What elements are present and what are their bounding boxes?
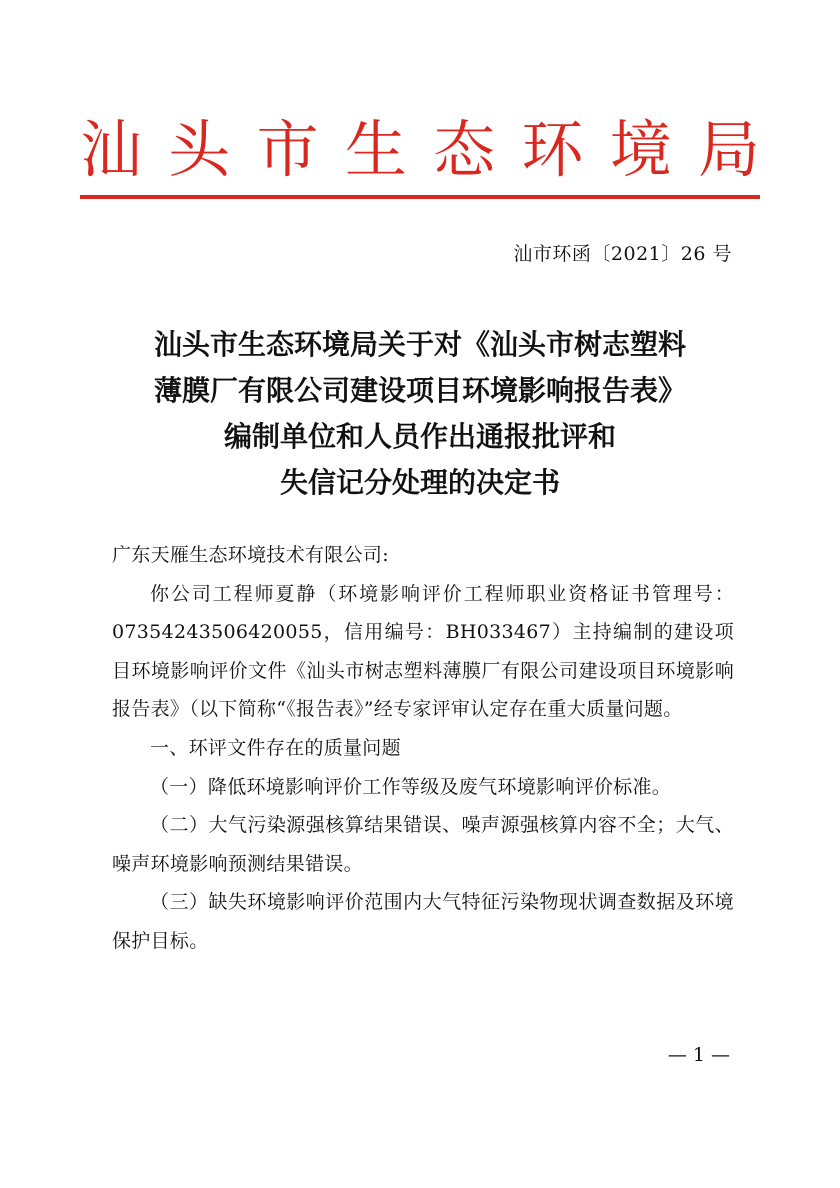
agency-header-char: 环: [521, 113, 584, 186]
body-paragraph: 你公司工程师夏静（环境影响评价工程师职业资格证书管理号：07354243506420055，信用编号：BH033467）主持编制的建设项目环境影响评价文件《汕头市树志塑料薄膜厂有限公司建设项目环境影响报告表》（以下简称“《报告表》”经专家评审认定存在重大质量问题。: [112, 582, 734, 721]
title-line: 汕头市生态环境局关于对《汕头市树志塑料: [153, 328, 686, 361]
title-line: 失信记分处理的决定书: [279, 466, 560, 499]
body-paragraph: （二）大气污染源强核算结果错误、噪声源强核算内容不全；大气、噪声环境影响预测结果错误。: [112, 814, 734, 875]
document-body: [112, 536, 734, 961]
header-divider: [80, 195, 760, 199]
body-paragraph: （三）缺失环境影响评价范围内大气特征污染物现状调查数据及环境保护目标。: [112, 891, 734, 952]
agency-header: [80, 112, 760, 188]
agency-header-char: 汕: [80, 113, 143, 186]
agency-header-char: 市: [256, 113, 319, 186]
title-line: 薄膜厂有限公司建设项目环境影响报告表》: [153, 374, 686, 407]
document-number: 汕市环函〔2021〕26 号: [513, 243, 732, 265]
addressee: 广东天雁生态环境技术有限公司:: [112, 544, 389, 566]
title-line: 编制单位和人员作出通报批评和: [223, 420, 616, 453]
agency-header-char: 头: [168, 113, 231, 186]
section-heading: 一、环评文件存在的质量问题: [150, 736, 401, 759]
agency-header-char: 生: [344, 113, 407, 186]
document-title: [100, 322, 740, 506]
agency-header-char: 态: [433, 113, 496, 186]
agency-header-char: 境: [609, 113, 672, 186]
body-paragraph: （一）降低环境影响评价工作等级及废气环境影响评价标准。: [150, 775, 672, 798]
agency-header-char: 局: [697, 113, 760, 186]
page-number: — 1 —: [667, 1044, 730, 1066]
